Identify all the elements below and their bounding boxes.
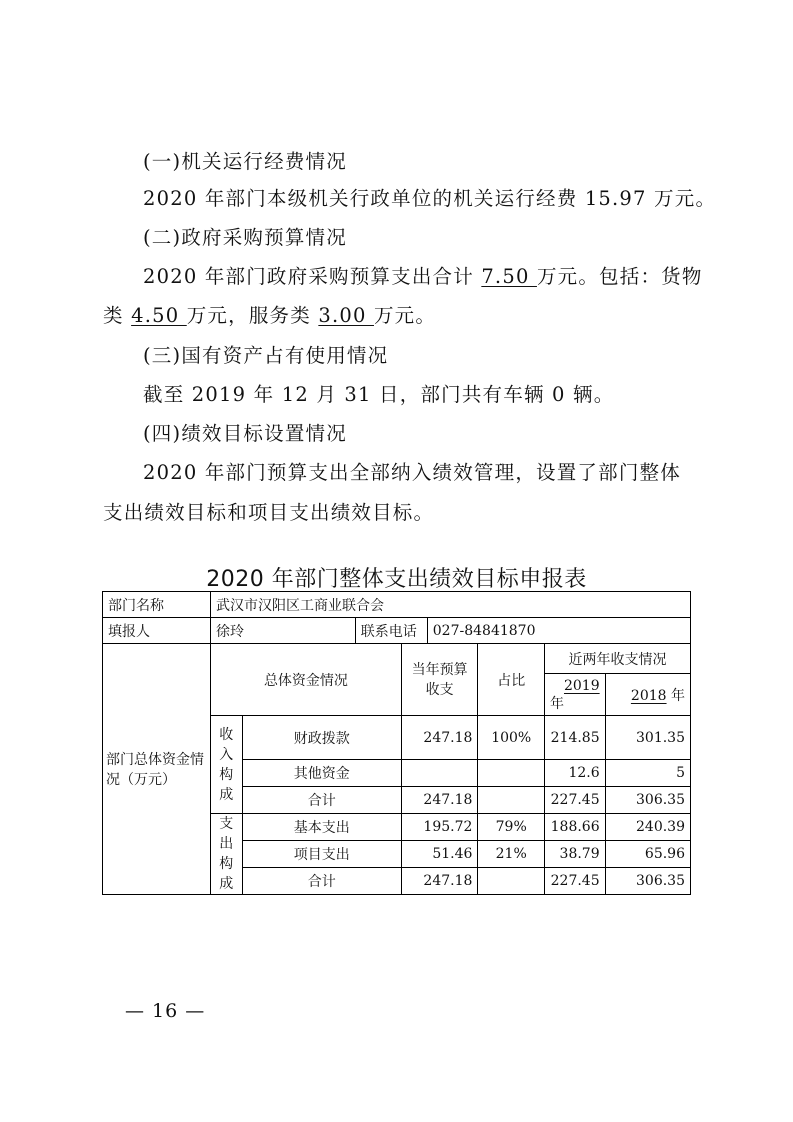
income-char: 收 bbox=[219, 726, 234, 743]
year-2019-value: 2019 bbox=[563, 677, 600, 694]
paragraph-operating-funds: 2020 年部门本级机关行政单位的机关运行经费 15.97 万元。 bbox=[143, 187, 717, 210]
budget-header: 当年预算收支 bbox=[401, 644, 478, 716]
section-label-cell bbox=[103, 644, 211, 895]
paragraph-procurement-line2 bbox=[103, 300, 436, 328]
income-group-cell bbox=[211, 716, 243, 814]
expense-char: 构 bbox=[219, 856, 234, 872]
y2018-value: 240.39 bbox=[605, 814, 690, 841]
table-row-filler bbox=[103, 618, 691, 644]
y2018-value: 306.35 bbox=[605, 787, 690, 814]
procurement-total: 7.50 bbox=[481, 265, 537, 288]
paragraph-procurement-line1 bbox=[143, 261, 703, 289]
paragraph-performance-line1: 2020 年部门预算支出全部纳入绩效管理，设置了部门整体 bbox=[143, 461, 681, 484]
performance-target-table bbox=[102, 591, 691, 895]
row-name: 其他资金 bbox=[242, 760, 401, 787]
row-name: 基本支出 bbox=[242, 814, 401, 841]
year-2018-suffix: 年 bbox=[666, 687, 685, 704]
y2019-value: 214.85 bbox=[544, 716, 605, 760]
row-name: 合计 bbox=[242, 868, 401, 895]
y2018-value: 5 bbox=[605, 760, 690, 787]
y2019-value: 188.66 bbox=[544, 814, 605, 841]
y2019-value: 227.45 bbox=[544, 868, 605, 895]
filler-value: 徐玲 bbox=[211, 618, 356, 644]
y2018-value: 65.96 bbox=[605, 841, 690, 868]
procurement-text-5: 万元。 bbox=[373, 304, 437, 327]
section-heading-assets: (三)国有资产占有使用情况 bbox=[143, 344, 389, 367]
ratio-value: 21% bbox=[478, 841, 545, 868]
expense-group-cell bbox=[211, 814, 243, 895]
table-row-department bbox=[103, 592, 691, 618]
budget-value: 247.18 bbox=[401, 716, 478, 760]
procurement-goods-amount: 4.50 bbox=[131, 304, 187, 327]
row-name: 合计 bbox=[242, 787, 401, 814]
expense-char: 出 bbox=[219, 836, 234, 852]
table-header-row-1 bbox=[103, 644, 691, 674]
ratio-value bbox=[478, 868, 545, 895]
section-heading-procurement: (二)政府采购预算情况 bbox=[143, 226, 347, 249]
table-title: 2020 年部门整体支出绩效目标申报表 bbox=[206, 567, 587, 592]
income-char: 成 bbox=[219, 786, 234, 803]
ratio-value: 79% bbox=[478, 814, 545, 841]
section-label: 部门总体资金情况（万元） bbox=[106, 752, 204, 788]
filler-label: 填报人 bbox=[103, 618, 211, 644]
y2018-value: 301.35 bbox=[605, 716, 690, 760]
ratio-value bbox=[478, 787, 545, 814]
year-2018-header bbox=[605, 674, 690, 716]
expense-char: 支 bbox=[219, 816, 234, 832]
row-name: 项目支出 bbox=[242, 841, 401, 868]
dept-value: 武汉市汉阳区工商业联合会 bbox=[211, 592, 691, 618]
budget-value: 247.18 bbox=[401, 868, 478, 895]
procurement-text: 2020 年部门政府采购预算支出合计 bbox=[143, 265, 482, 288]
recent-years-header: 近两年收支情况 bbox=[544, 644, 690, 674]
income-char: 入 bbox=[219, 746, 234, 763]
y2018-value: 306.35 bbox=[605, 868, 690, 895]
ratio-value bbox=[478, 760, 545, 787]
paragraph-performance-line2: 支出绩效目标和项目支出绩效目标。 bbox=[103, 501, 435, 524]
dept-label: 部门名称 bbox=[103, 592, 211, 618]
procurement-text-4: 万元，服务类 bbox=[186, 304, 319, 327]
row-name: 财政拨款 bbox=[242, 716, 401, 760]
procurement-service-amount: 3.00 bbox=[318, 304, 374, 327]
ratio-header: 占比 bbox=[478, 644, 545, 716]
expense-char: 成 bbox=[219, 876, 234, 892]
funds-header: 总体资金情况 bbox=[211, 644, 402, 716]
paragraph-assets: 截至 2019 年 12 月 31 日，部门共有车辆 0 辆。 bbox=[143, 383, 615, 406]
ratio-value: 100% bbox=[478, 716, 545, 760]
page-number: — 16 — bbox=[125, 1000, 206, 1022]
y2019-value: 38.79 bbox=[544, 841, 605, 868]
section-heading-performance: (四)绩效目标设置情况 bbox=[143, 422, 347, 445]
procurement-text-2: 万元。包括：货物 bbox=[536, 265, 703, 288]
y2019-value: 227.45 bbox=[544, 787, 605, 814]
budget-value: 195.72 bbox=[401, 814, 478, 841]
phone-value: 027-84841870 bbox=[427, 618, 690, 644]
phone-label: 联系电话 bbox=[355, 618, 427, 644]
y2019-value: 12.6 bbox=[544, 760, 605, 787]
expense-group-label bbox=[219, 814, 233, 894]
budget-value: 247.18 bbox=[401, 787, 478, 814]
year-2019-header bbox=[544, 674, 605, 716]
budget-value: 51.46 bbox=[401, 841, 478, 868]
budget-value bbox=[401, 760, 478, 787]
section-heading-operating-funds: (一)机关运行经费情况 bbox=[143, 150, 347, 173]
income-char: 构 bbox=[219, 766, 234, 783]
procurement-text-3: 类 bbox=[103, 304, 132, 327]
income-group-label bbox=[219, 725, 233, 805]
year-2019-suffix: 年 bbox=[549, 695, 564, 712]
year-2018-value: 2018 bbox=[630, 687, 667, 704]
